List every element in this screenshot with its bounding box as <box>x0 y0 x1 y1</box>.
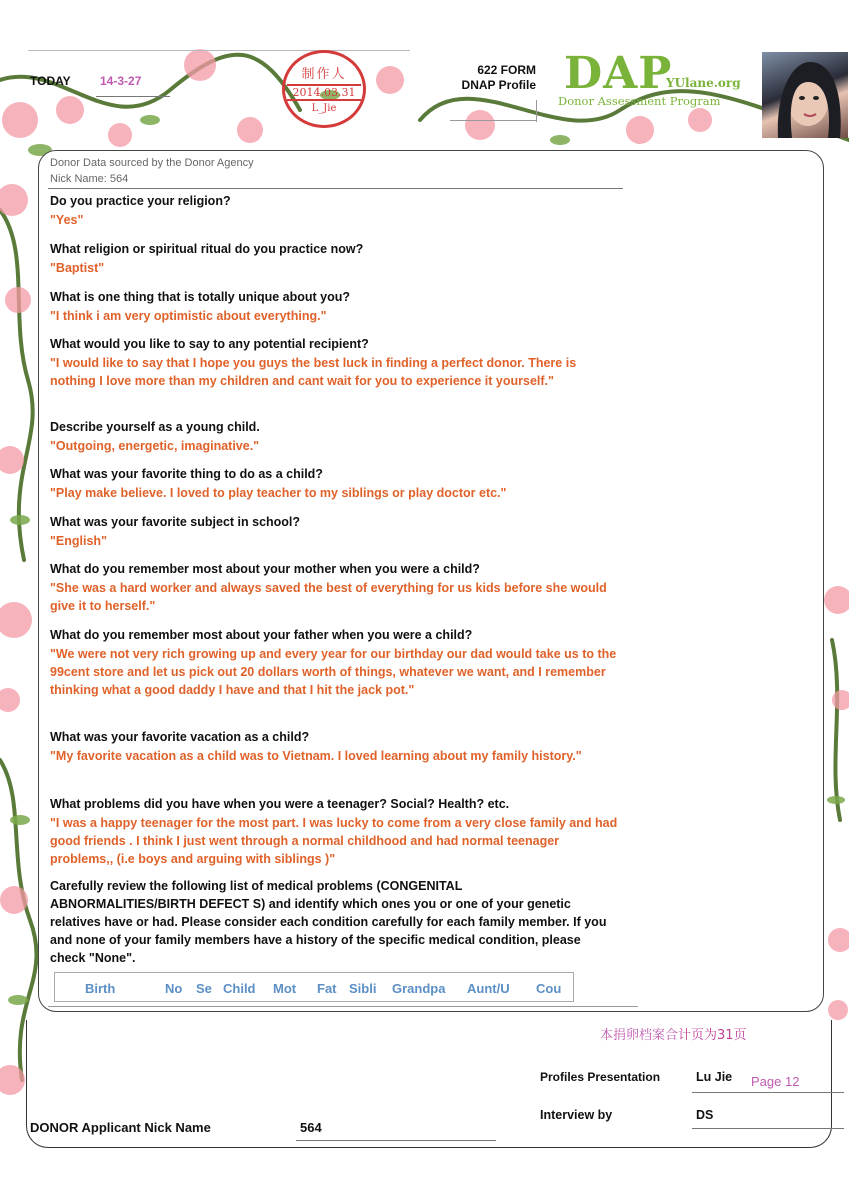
qa-block <box>50 336 620 390</box>
official-seal-stamp <box>282 50 366 128</box>
page-number: Page 12 <box>751 1074 800 1089</box>
header-rule <box>28 50 410 51</box>
form-divider <box>536 100 537 122</box>
question: What would you like to say to any potential recipient? <box>50 337 369 351</box>
column-header: Sibli <box>349 981 377 996</box>
stamp-title: 制作人 <box>301 67 347 82</box>
archive-note-part-a: 本捐卵档案合 <box>600 1028 679 1043</box>
donor-nick-label: DONOR Applicant Nick Name <box>30 1120 211 1135</box>
dap-logo-subtitle: Donor Assessment Program <box>558 94 721 108</box>
donor-photo <box>762 52 848 138</box>
today-underline <box>96 96 170 97</box>
donor-portrait-icon <box>762 52 848 138</box>
qa-block <box>50 514 620 550</box>
answer: "I think i am very optimistic about everything." <box>50 309 327 323</box>
qa-block <box>50 466 620 502</box>
presenter-underline <box>692 1092 844 1093</box>
column-header: Child <box>223 981 256 996</box>
question: What is one thing that is totally unique about you? <box>50 290 350 304</box>
qa-block <box>50 729 620 765</box>
form-profile-type: DNAP Profile <box>461 78 536 92</box>
answer: "I would like to say that I hope you guys the best luck in finding a perfect donor. There is nothing I love more than my children and cant wait for you to experience it yourself." <box>50 356 577 388</box>
column-header: Fat <box>317 981 337 996</box>
qa-block <box>50 419 620 455</box>
answer: "We were not very rich growing up and every year for our birthday our dad would take us to the 99cent store and let us pick out 20 dollars worth of things, whatever we want, and I remember thinking what a good daddy I have and that I hit the jack pot." <box>50 647 617 697</box>
dap-logo-mark: DAP <box>564 48 673 99</box>
data-source-note: Donor Data sourced by the Donor Agency <box>50 157 254 169</box>
answer: "Yes" <box>50 213 84 227</box>
qa-block <box>50 796 620 868</box>
qa-block <box>50 193 620 229</box>
column-header: Mot <box>273 981 297 996</box>
today-date: 14-3-27 <box>100 74 142 88</box>
qa-block <box>50 627 620 699</box>
question: Do you practice your religion? <box>50 194 231 208</box>
stamp-name: L_Jie <box>311 103 337 114</box>
answer: "She was a hard worker and always saved the best of everything for us kids before she would give it to herself." <box>50 581 607 613</box>
column-header: No <box>165 981 183 996</box>
question: What was your favorite vacation as a child? <box>50 730 310 744</box>
archive-note-part-b: 计页为31页 <box>678 1028 747 1043</box>
donor-nick-value: 564 <box>300 1120 322 1135</box>
qa-block <box>50 561 620 615</box>
dap-logo <box>558 48 757 112</box>
question: What was your favorite subject in school? <box>50 515 301 529</box>
archive-page-count-note <box>600 1024 747 1043</box>
interview-label: Interview by <box>540 1108 613 1122</box>
donor-nick-underline <box>296 1140 496 1141</box>
answer: "My favorite vacation as a child was to Vietnam. I loved learning about my family history." <box>50 749 582 763</box>
nick-name: Nick Name: 564 <box>50 173 129 185</box>
form-underline <box>450 120 536 121</box>
form-number: 622 FORM <box>477 63 536 77</box>
answer: "English" <box>50 534 107 548</box>
question: What was your favorite thing to do as a child? <box>50 467 323 481</box>
table-rule <box>48 1006 638 1007</box>
question: Describe yourself as a young child. <box>50 420 260 434</box>
question: What do you remember most about your father when you were a child? <box>50 628 473 642</box>
column-header: Grandpa <box>392 981 446 996</box>
question: What religion or spiritual ritual do you practice now? <box>50 242 364 256</box>
medical-table-header <box>54 972 574 1002</box>
dap-logo-site: YUlane.org <box>666 76 741 90</box>
profiles-presenter-name: Lu Jie <box>696 1070 733 1084</box>
medical-instructions: Carefully review the following list of medical problems (CONGENITAL ABNORMALITIES/BIRTH DEFECT S) and identify which ones you or one of your genetic relatives have or had. Please consider each condition carefully for each family member. If you and none of your family members have a history of the specific medical condition, please check "None". <box>50 879 607 965</box>
qa-block <box>50 241 620 277</box>
column-header: Birth <box>85 981 116 996</box>
qa-block <box>50 289 620 325</box>
column-header: Aunt/U <box>467 981 510 996</box>
column-header: Se <box>196 981 212 996</box>
nick-rule <box>48 188 623 189</box>
profiles-presentation-label: Profiles Presentation <box>540 1070 661 1084</box>
question: What problems did you have when you were a teenager? Social? Health? etc. <box>50 797 510 811</box>
answer: "Baptist" <box>50 261 105 275</box>
answer: "I was a happy teenager for the most part. I was lucky to come from a very close family and had good friends . I think I just went through a normal childhood and had normal teenager problems,, (i.e boys and arguing with siblings )" <box>50 816 618 866</box>
question: What do you remember most about your mother when you were a child? <box>50 562 480 576</box>
interviewer-initials: DS <box>696 1108 714 1122</box>
form-title <box>430 63 536 93</box>
answer: "Play make believe. I loved to play teacher to my siblings or play doctor etc." <box>50 486 507 500</box>
interviewer-underline <box>692 1128 844 1129</box>
stamp-date: 2014.03.31 <box>287 84 361 101</box>
today-label: TODAY <box>30 74 71 88</box>
column-header: Cou <box>536 981 562 996</box>
answer: "Outgoing, energetic, imaginative." <box>50 439 260 453</box>
